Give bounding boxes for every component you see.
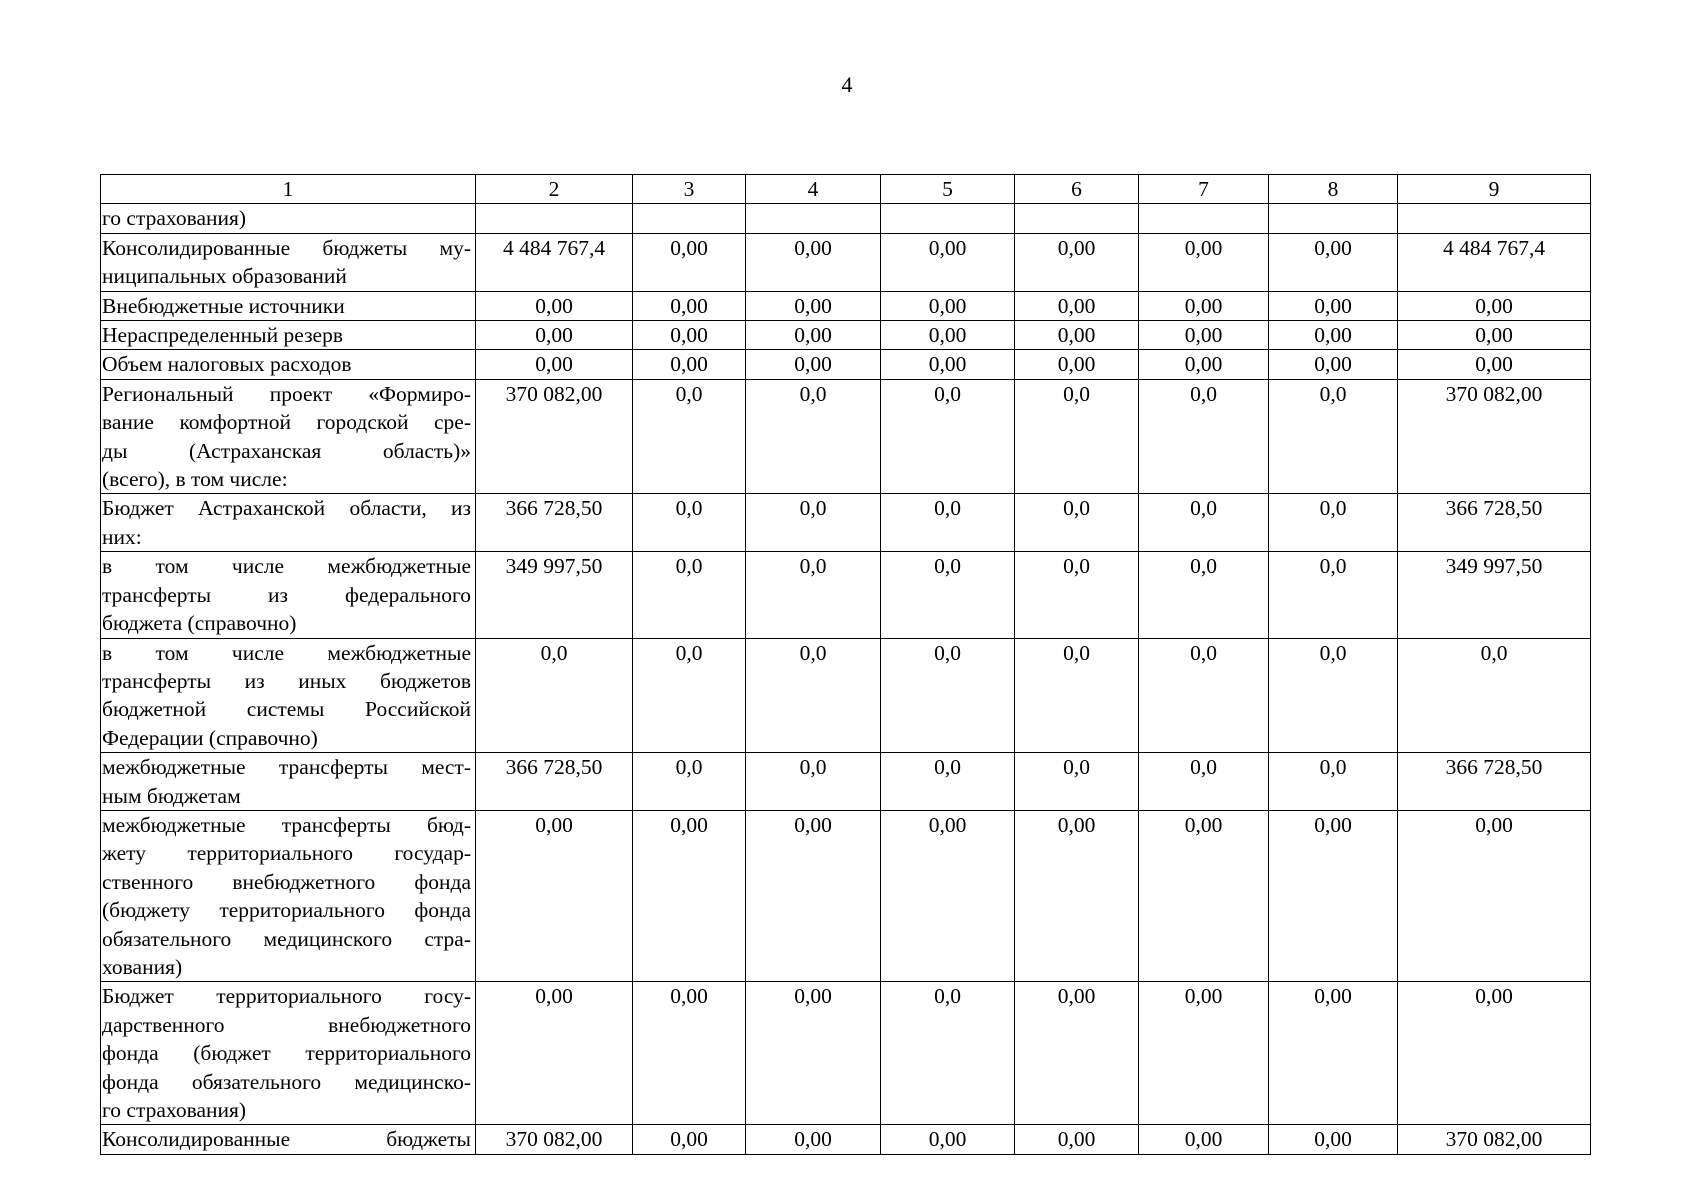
value-cell-col-7: 0,0 [1139,552,1269,638]
column-number-4: 4 [746,175,881,204]
row-name-cell [101,1125,476,1154]
row-name-line: трансферты из иных бюджетов [102,668,471,693]
value-cell-col-3: 0,0 [633,494,746,552]
table-row [101,753,1591,811]
value-cell-col-9: 370 082,00 [1398,1125,1591,1154]
row-name-line: го страхования) [102,1098,247,1122]
value-cell-col-3: 0,00 [633,321,746,350]
value-cell-col-2: 366 728,50 [476,494,633,552]
row-name-line: го страхования) [102,206,247,231]
value-cell-col-8: 0,00 [1269,1125,1398,1154]
value-cell-col-3: 0,0 [633,753,746,811]
value-cell-col-2: 4 484 767,4 [476,233,633,291]
value-cell-col-7: 0,0 [1139,379,1269,494]
value-cell-col-3: 0,00 [633,291,746,320]
table-row [101,233,1591,291]
value-cell-col-4: 0,00 [746,291,881,320]
row-name-line: Региональный проект «Формиро- [102,381,471,406]
value-cell-col-6: 0,0 [1015,494,1139,552]
table-row [101,494,1591,552]
row-name-cell [101,379,476,494]
table-row [101,204,1591,233]
value-cell-col-9: 0,00 [1398,982,1591,1125]
value-cell-col-6: 0,00 [1015,810,1139,981]
row-name-line: (бюджету территориального фонда [102,898,471,923]
value-cell-col-9: 0,00 [1398,291,1591,320]
value-cell-col-5: 0,00 [881,1125,1015,1154]
row-name-line: Консолидированные бюджеты [102,1127,471,1152]
value-cell-col-8: 0,0 [1269,753,1398,811]
value-cell-col-5: 0,0 [881,494,1015,552]
value-cell-col-4: 0,0 [746,552,881,638]
row-name-cell [101,494,476,552]
column-number-6: 6 [1015,175,1139,204]
page-number: 4 [841,72,853,97]
value-cell-col-7: 0,00 [1139,233,1269,291]
value-cell-col-8: 0,0 [1269,494,1398,552]
table-row [101,291,1591,320]
value-cell-col-4: 0,0 [746,494,881,552]
row-name-line: обязательного медицинского стра- [102,926,471,951]
value-cell-col-6: 0,00 [1015,982,1139,1125]
value-cell-col-5: 0,00 [881,321,1015,350]
row-name-cell [101,982,476,1125]
column-number-3: 3 [633,175,746,204]
value-cell-col-3: 0,00 [633,233,746,291]
value-cell-col-4: 0,00 [746,1125,881,1154]
value-cell-col-9: 370 082,00 [1398,379,1591,494]
row-name-cell [101,291,476,320]
table-header-row [101,175,1591,204]
value-cell-col-5 [881,204,1015,233]
column-number-7: 7 [1139,175,1269,204]
value-cell-col-6: 0,00 [1015,233,1139,291]
value-cell-col-6 [1015,204,1139,233]
row-name-cell [101,638,476,753]
value-cell-col-5: 0,0 [881,982,1015,1125]
value-cell-col-6: 0,00 [1015,350,1139,379]
value-cell-col-5: 0,00 [881,810,1015,981]
value-cell-col-5: 0,0 [881,753,1015,811]
value-cell-col-9 [1398,204,1591,233]
row-name-line: Внебюджетные источники [102,293,345,318]
value-cell-col-6: 0,0 [1015,552,1139,638]
table-row [101,552,1591,638]
row-name-line: Федерации (справочно) [102,725,318,750]
row-name-line: жету территориального государ- [102,841,471,866]
value-cell-col-3: 0,0 [633,638,746,753]
value-cell-col-8: 0,0 [1269,552,1398,638]
value-cell-col-8: 0,0 [1269,638,1398,753]
row-name-line: ниципальных образований [102,264,347,289]
value-cell-col-5: 0,00 [881,350,1015,379]
value-cell-col-5: 0,00 [881,233,1015,291]
value-cell-col-4: 0,0 [746,379,881,494]
value-cell-col-8: 0,00 [1269,982,1398,1125]
value-cell-col-3: 0,00 [633,1125,746,1154]
value-cell-col-6: 0,00 [1015,291,1139,320]
value-cell-col-2 [476,204,633,233]
row-name-line: ственного внебюджетного фонда [102,869,471,894]
column-number-2: 2 [476,175,633,204]
row-name-line: фонда обязательного медицинско- [102,1069,471,1094]
row-name-line: бюджета (справочно) [102,611,297,636]
row-name-line: в том числе межбюджетные [102,640,471,665]
value-cell-col-6: 0,0 [1015,638,1139,753]
value-cell-col-5: 0,0 [881,638,1015,753]
column-number-5: 5 [881,175,1015,204]
value-cell-col-9: 0,00 [1398,321,1591,350]
value-cell-col-3: 0,0 [633,379,746,494]
row-name-cell [101,753,476,811]
budget-table [100,174,1591,1155]
value-cell-col-7 [1139,204,1269,233]
column-number-9: 9 [1398,175,1591,204]
value-cell-col-2: 0,00 [476,810,633,981]
value-cell-col-5: 0,0 [881,379,1015,494]
value-cell-col-2: 0,00 [476,291,633,320]
value-cell-col-4: 0,00 [746,321,881,350]
value-cell-col-2: 0,00 [476,982,633,1125]
value-cell-col-2: 370 082,00 [476,1125,633,1154]
value-cell-col-2: 0,00 [476,321,633,350]
value-cell-col-9: 366 728,50 [1398,753,1591,811]
row-name-line: вание комфортной городской сре- [102,410,471,435]
value-cell-col-8: 0,00 [1269,321,1398,350]
value-cell-col-6: 0,0 [1015,753,1139,811]
value-cell-col-8: 0,0 [1269,379,1398,494]
value-cell-col-4: 0,0 [746,638,881,753]
value-cell-col-9: 4 484 767,4 [1398,233,1591,291]
value-cell-col-9: 0,00 [1398,350,1591,379]
table-row [101,379,1591,494]
table-row [101,982,1591,1125]
row-name-line: межбюджетные трансферты мест- [102,755,471,780]
value-cell-col-3: 0,00 [633,810,746,981]
value-cell-col-2: 370 082,00 [476,379,633,494]
value-cell-col-4: 0,00 [746,233,881,291]
row-name-line: фонда (бюджет территориального [102,1041,471,1066]
row-name-line: Бюджет территориального госу- [102,984,471,1009]
row-name-line: них: [102,524,142,549]
table-row [101,321,1591,350]
row-name-line: Бюджет Астраханской области, из [102,496,471,521]
value-cell-col-7: 0,0 [1139,494,1269,552]
value-cell-col-3: 0,0 [633,552,746,638]
value-cell-col-5: 0,00 [881,291,1015,320]
value-cell-col-3 [633,204,746,233]
value-cell-col-7: 0,00 [1139,810,1269,981]
value-cell-col-7: 0,0 [1139,638,1269,753]
value-cell-col-3: 0,00 [633,982,746,1125]
row-name-line: дарственного внебюджетного [102,1012,471,1037]
value-cell-col-6: 0,00 [1015,321,1139,350]
value-cell-col-8: 0,00 [1269,291,1398,320]
row-name-line: трансферты из федерального [102,582,471,607]
value-cell-col-8: 0,00 [1269,810,1398,981]
row-name-cell [101,810,476,981]
column-number-8: 8 [1269,175,1398,204]
row-name-cell [101,552,476,638]
row-name-line: хования) [102,954,183,979]
value-cell-col-6: 0,00 [1015,1125,1139,1154]
value-cell-col-7: 0,0 [1139,753,1269,811]
value-cell-col-8 [1269,204,1398,233]
value-cell-col-9: 0,0 [1398,638,1591,753]
value-cell-col-4: 0,00 [746,982,881,1125]
table-row [101,810,1591,981]
row-name-line: в том числе межбюджетные [102,554,471,579]
value-cell-col-7: 0,00 [1139,982,1269,1125]
value-cell-col-2: 0,0 [476,638,633,753]
value-cell-col-2: 0,00 [476,350,633,379]
row-name-line: межбюджетные трансферты бюд- [102,812,471,837]
value-cell-col-4: 0,00 [746,350,881,379]
value-cell-col-4: 0,00 [746,810,881,981]
row-name-line: (всего), в том числе: [102,467,288,492]
row-name-line: Нераспределенный резерв [102,323,344,348]
row-name-cell [101,321,476,350]
row-name-line: ды (Астраханская область)» [102,438,471,463]
value-cell-col-7: 0,00 [1139,350,1269,379]
row-name-cell [101,233,476,291]
row-name-cell [101,204,476,233]
value-cell-col-7: 0,00 [1139,321,1269,350]
row-name-line: Консолидированные бюджеты му- [102,235,471,260]
value-cell-col-8: 0,00 [1269,350,1398,379]
row-name-line: бюджетной системы Российской [102,697,471,722]
value-cell-col-9: 0,00 [1398,810,1591,981]
value-cell-col-2: 366 728,50 [476,753,633,811]
value-cell-col-5: 0,0 [881,552,1015,638]
value-cell-col-6: 0,0 [1015,379,1139,494]
column-number-1: 1 [101,175,476,204]
value-cell-col-4: 0,0 [746,753,881,811]
value-cell-col-3: 0,00 [633,350,746,379]
row-name-line: Объем налоговых расходов [102,352,352,377]
table-row [101,350,1591,379]
value-cell-col-9: 366 728,50 [1398,494,1591,552]
value-cell-col-9: 349 997,50 [1398,552,1591,638]
value-cell-col-2: 349 997,50 [476,552,633,638]
value-cell-col-8: 0,00 [1269,233,1398,291]
table-row [101,1125,1591,1154]
value-cell-col-7: 0,00 [1139,291,1269,320]
row-name-cell [101,350,476,379]
table-row [101,638,1591,753]
row-name-line: ным бюджетам [102,783,241,808]
value-cell-col-7: 0,00 [1139,1125,1269,1154]
value-cell-col-4 [746,204,881,233]
